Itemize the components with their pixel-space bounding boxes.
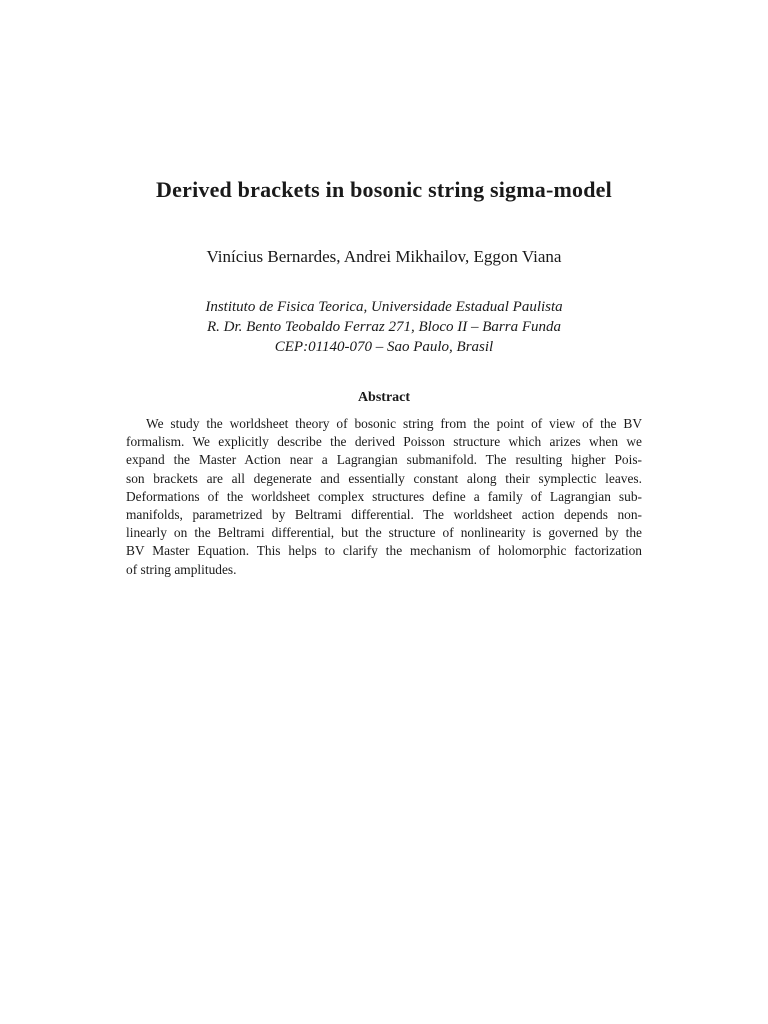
abstract-line: expand the Master Action near a Lagrangian submanifold. The resulting higher Pois- (126, 452, 642, 468)
abstract-line: BV Master Equation. This helps to clarify the mechanism of holomorphic factorization (126, 543, 642, 559)
affiliation-block (0, 297, 768, 357)
paper-title: Derived brackets in bosonic string sigma-model (156, 177, 612, 202)
abstract-line: of string amplitudes. (126, 561, 237, 577)
abstract-line: We study the worldsheet theory of bosonic string from the point of view of the BV (146, 416, 642, 431)
affiliation-line-institute: Instituto de Fisica Teorica, Universidade Estadual Paulista (205, 299, 563, 315)
author-list: Vinícius Bernardes, Andrei Mikhailov, Eggon Viana (206, 247, 562, 266)
affiliation-line-city: CEP:01140-070 – Sao Paulo, Brasil (274, 339, 494, 355)
abstract-line: Deformations of the worldsheet complex structures define a family of Lagrangian sub- (126, 488, 642, 504)
abstract-heading: Abstract (357, 390, 411, 405)
abstract-line: linearly on the Beltrami differential, but the structure of nonlinearity is governed by the (126, 525, 642, 541)
abstract-line: manifolds, parametrized by Beltrami differential. The worldsheet action depends non- (126, 507, 642, 523)
abstract-line: son brackets are all degenerate and essentially constant along their symplectic leaves. (126, 470, 642, 486)
abstract-line: formalism. We explicitly describe the derived Poisson structure which arizes when we (126, 434, 642, 450)
abstract-body (126, 415, 642, 579)
affiliation-line-street: R. Dr. Bento Teobaldo Ferraz 271, Bloco II – Barra Funda (206, 319, 561, 335)
